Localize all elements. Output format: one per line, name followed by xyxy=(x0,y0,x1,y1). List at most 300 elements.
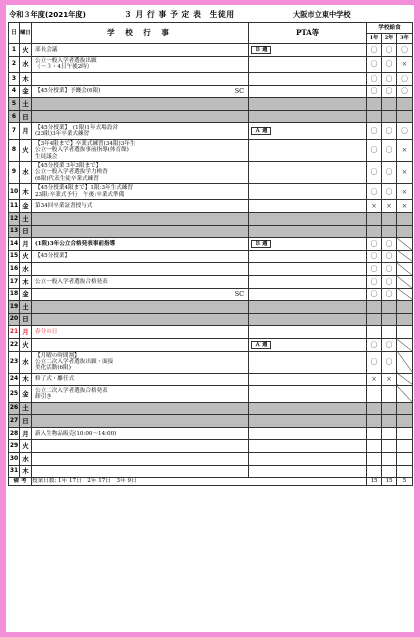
weekday: 金 xyxy=(20,200,32,213)
pta-cell xyxy=(249,386,367,403)
event-text: 【月曜の時間割】 xyxy=(35,352,80,359)
event-text: 公立一般入学者選抜事前指導(体育館) xyxy=(35,147,129,154)
lunch-mark-grade-3: × xyxy=(397,139,413,161)
pta-cell xyxy=(249,56,367,73)
lunch-mark-grade-2: 〇 xyxy=(382,351,397,373)
day-number: 5 xyxy=(9,98,20,111)
event-text: （～３・4日午後2時） xyxy=(35,64,93,71)
lunch-mark-grade-2: 〇 xyxy=(382,139,397,161)
table-row xyxy=(9,73,413,86)
weekday: 木 xyxy=(20,276,32,289)
table-row xyxy=(9,263,413,276)
lunch-mark-grade-2: 〇 xyxy=(382,288,397,301)
table-row xyxy=(9,44,413,57)
no-lunch-slash xyxy=(397,386,413,403)
table-row xyxy=(9,301,413,314)
event-cell xyxy=(32,73,249,86)
event-cell xyxy=(32,123,249,140)
lunch-mark-grade-2: 〇 xyxy=(382,123,397,140)
lunch-mark-grade-3 xyxy=(397,402,413,415)
table-row xyxy=(9,225,413,238)
pta-cell xyxy=(249,263,367,276)
weekday: 水 xyxy=(20,453,32,466)
table-row xyxy=(9,402,413,415)
event-cell xyxy=(32,263,249,276)
day-number: 19 xyxy=(9,301,20,314)
lunch-column-header: 学校給食 xyxy=(367,23,413,34)
lunch-mark-grade-1: 〇 xyxy=(367,44,382,57)
lunch-mark-grade-2 xyxy=(382,427,397,440)
pta-cell xyxy=(249,351,367,373)
pta-cell xyxy=(249,427,367,440)
lunch-mark-grade-2: 〇 xyxy=(382,183,397,200)
event-text: 公立一般入学者選抜合格発表 xyxy=(35,278,108,285)
table-row xyxy=(9,161,413,183)
pta-cell xyxy=(249,250,367,263)
event-cell xyxy=(32,288,249,301)
day-column-header: 日 xyxy=(9,23,20,44)
lunch-mark-grade-1: 〇 xyxy=(367,351,382,373)
weekday: 月 xyxy=(20,123,32,140)
event-cell xyxy=(32,453,249,466)
day-number: 3 xyxy=(9,73,20,86)
table-row xyxy=(9,213,413,226)
event-text: 公立二次入学者選抜合格発表 xyxy=(35,387,108,394)
day-number: 29 xyxy=(9,440,20,453)
no-lunch-slash xyxy=(397,276,413,289)
lunch-mark-grade-1: 〇 xyxy=(367,139,382,161)
event-cell xyxy=(32,56,249,73)
weekday: 日 xyxy=(20,313,32,326)
pta-cell xyxy=(249,139,367,161)
lunch-mark-grade-1 xyxy=(367,402,382,415)
table-row xyxy=(9,238,413,251)
event-cell xyxy=(32,200,249,213)
event-text: 【3年4限まで】卒業式練習(34限)3年生 xyxy=(35,141,136,148)
lunch-mark-grade-2: × xyxy=(382,373,397,386)
pta-cell xyxy=(249,200,367,213)
weekday: 木 xyxy=(20,73,32,86)
lunch-mark-grade-2 xyxy=(382,313,397,326)
no-lunch-slash xyxy=(397,263,413,276)
event-text: 23限:卒業式予行 午後:卒業式準備 xyxy=(35,191,125,198)
lunch-mark-grade-2 xyxy=(382,453,397,466)
day-number: 6 xyxy=(9,110,20,123)
day-number: 22 xyxy=(9,339,20,352)
table-row xyxy=(9,326,413,339)
schedule-page xyxy=(6,5,414,632)
weekday: 火 xyxy=(20,44,32,57)
weekday: 火 xyxy=(20,250,32,263)
lunch-mark-grade-1: 〇 xyxy=(367,339,382,352)
lunch-mark-grade-2: 〇 xyxy=(382,56,397,73)
pta-cell xyxy=(249,440,367,453)
event-text: 部長会議 xyxy=(35,46,58,53)
schedule-table xyxy=(8,22,413,486)
pta-cell xyxy=(249,98,367,111)
weekday: 土 xyxy=(20,98,32,111)
table-row xyxy=(9,373,413,386)
event-cell xyxy=(32,427,249,440)
no-lunch-slash xyxy=(397,373,413,386)
lunch-mark-grade-3 xyxy=(397,326,413,339)
pta-cell xyxy=(249,276,367,289)
lunch-mark-grade-1 xyxy=(367,98,382,111)
lunch-mark-grade-2: 〇 xyxy=(382,276,397,289)
table-row xyxy=(9,183,413,200)
lunch-mark-grade-2: 〇 xyxy=(382,85,397,98)
pta-cell xyxy=(249,288,367,301)
event-text: (6限)代表生徒卒業式練習 xyxy=(35,175,99,182)
lunch-mark-grade-3 xyxy=(397,453,413,466)
day-number: 31 xyxy=(9,465,20,478)
event-cell xyxy=(32,98,249,111)
pta-cell xyxy=(249,465,367,478)
no-lunch-slash xyxy=(397,351,413,373)
event-text: 公立一般入学者選抜学力検査 xyxy=(35,169,108,176)
pta-cell xyxy=(249,213,367,226)
events-column-header: 学 校 行 事 xyxy=(32,23,249,44)
day-number: 4 xyxy=(9,85,20,98)
pta-cell xyxy=(249,225,367,238)
table-row xyxy=(9,415,413,428)
lunch-mark-grade-3 xyxy=(397,465,413,478)
lunch-mark-grade-2 xyxy=(382,301,397,314)
lunch-mark-grade-2: 〇 xyxy=(382,73,397,86)
lunch-mark-grade-3: × xyxy=(397,161,413,183)
event-text: 【45分授業】予餞会(6限) xyxy=(35,88,101,95)
day-number: 25 xyxy=(9,386,20,403)
event-cell xyxy=(32,373,249,386)
day-number: 24 xyxy=(9,373,20,386)
event-text: (1限)3年公立合格発表事前指導 xyxy=(35,240,116,247)
table-row xyxy=(9,56,413,73)
lunch-mark-grade-2: 〇 xyxy=(382,44,397,57)
weekday: 月 xyxy=(20,326,32,339)
event-text: 修了式・離任式 xyxy=(35,376,75,383)
weekday: 土 xyxy=(20,402,32,415)
table-row xyxy=(9,85,413,98)
counselor-mark: SC xyxy=(234,290,244,299)
pta-cell xyxy=(249,161,367,183)
lunch-mark-grade-2: 〇 xyxy=(382,339,397,352)
event-text: (23限)3年卒業式練習 xyxy=(35,131,90,138)
event-text: 生徒議会 xyxy=(35,153,58,160)
lunch-mark-grade-2 xyxy=(382,402,397,415)
day-number: 18 xyxy=(9,288,20,301)
lunch-mark-grade-2 xyxy=(382,110,397,123)
lunch-mark-grade-2: 〇 xyxy=(382,161,397,183)
grade-2-header: 2年 xyxy=(382,34,397,44)
table-row xyxy=(9,98,413,111)
pta-cell xyxy=(249,73,367,86)
day-number: 12 xyxy=(9,213,20,226)
day-number: 21 xyxy=(9,326,20,339)
lunch-mark-grade-3: × xyxy=(397,183,413,200)
weekday: 木 xyxy=(20,183,32,200)
week-type-badge: Ｂ 週 xyxy=(251,240,271,249)
table-row xyxy=(9,465,413,478)
event-cell xyxy=(32,213,249,226)
event-text: 新入生物品販売(10:00～14:00) xyxy=(35,430,117,437)
day-number: 11 xyxy=(9,200,20,213)
pta-cell xyxy=(249,339,367,352)
lunch-mark-grade-2 xyxy=(382,415,397,428)
event-text: 【45分授業4限まで】1限:3年生式練習 xyxy=(35,185,133,192)
weekday: 土 xyxy=(20,301,32,314)
lunch-mark-grade-2: × xyxy=(382,200,397,213)
day-number: 16 xyxy=(9,263,20,276)
counselor-mark: SC xyxy=(234,87,244,96)
lunch-mark-grade-3 xyxy=(397,415,413,428)
lunch-mark-grade-1: × xyxy=(367,373,382,386)
lunch-mark-grade-3: 〇 xyxy=(397,85,413,98)
lunch-mark-grade-1 xyxy=(367,110,382,123)
weekday: 日 xyxy=(20,415,32,428)
event-cell xyxy=(32,386,249,403)
day-number: 15 xyxy=(9,250,20,263)
pta-cell xyxy=(249,402,367,415)
page-title: ３ 月 行 事 予 定 表 生徒用 xyxy=(124,10,235,19)
pta-cell xyxy=(249,373,367,386)
weekday: 火 xyxy=(20,139,32,161)
event-cell xyxy=(32,440,249,453)
pta-cell xyxy=(249,326,367,339)
pta-cell xyxy=(249,123,367,140)
day-number: 20 xyxy=(9,313,20,326)
pta-cell xyxy=(249,415,367,428)
lunch-mark-grade-3: × xyxy=(397,56,413,73)
lunch-mark-grade-1: 〇 xyxy=(367,123,382,140)
lunch-mark-grade-2 xyxy=(382,225,397,238)
lunch-mark-grade-3 xyxy=(397,213,413,226)
event-cell xyxy=(32,183,249,200)
grade-3-total: 5 xyxy=(397,478,413,485)
weekday: 月 xyxy=(20,427,32,440)
event-text: 公立二次入学者選抜出願・面接 xyxy=(35,358,114,365)
day-number: 14 xyxy=(9,238,20,251)
lunch-mark-grade-2 xyxy=(382,213,397,226)
lunch-mark-grade-1: 〇 xyxy=(367,183,382,200)
table-row xyxy=(9,313,413,326)
weekday: 水 xyxy=(20,161,32,183)
table-row xyxy=(9,250,413,263)
event-cell xyxy=(32,110,249,123)
day-number: 13 xyxy=(9,225,20,238)
table-row xyxy=(9,200,413,213)
pta-cell xyxy=(249,110,367,123)
lunch-mark-grade-3: 〇 xyxy=(397,44,413,57)
event-cell xyxy=(32,225,249,238)
lunch-mark-grade-2 xyxy=(382,98,397,111)
weekday: 金 xyxy=(20,386,32,403)
day-number: 10 xyxy=(9,183,20,200)
lunch-mark-grade-1 xyxy=(367,465,382,478)
table-row xyxy=(9,123,413,140)
table-row xyxy=(9,339,413,352)
day-number: 28 xyxy=(9,427,20,440)
lunch-mark-grade-2: 〇 xyxy=(382,263,397,276)
event-cell xyxy=(32,85,249,98)
lunch-mark-grade-2 xyxy=(382,386,397,403)
weekday: 月 xyxy=(20,238,32,251)
lunch-mark-grade-3 xyxy=(397,98,413,111)
event-cell xyxy=(32,326,249,339)
no-lunch-slash xyxy=(397,339,413,352)
lunch-mark-grade-2 xyxy=(382,326,397,339)
weekday: 金 xyxy=(20,288,32,301)
event-text: 第34回卒業証書授与式 xyxy=(35,203,93,210)
lunch-mark-grade-3 xyxy=(397,110,413,123)
lunch-mark-grade-1 xyxy=(367,427,382,440)
pta-cell xyxy=(249,301,367,314)
pta-column-header: PTA等 xyxy=(249,23,367,44)
weekday: 火 xyxy=(20,339,32,352)
event-cell xyxy=(32,339,249,352)
event-text: 【45分授業】 (1限)1年式場設営 xyxy=(35,124,118,131)
week-type-badge: Ｂ 週 xyxy=(251,46,271,55)
lunch-mark-grade-2: 〇 xyxy=(382,250,397,263)
lunch-mark-grade-1: 〇 xyxy=(367,276,382,289)
grade-1-total: 15 xyxy=(367,478,382,485)
day-number: 7 xyxy=(9,123,20,140)
event-cell xyxy=(32,351,249,373)
lunch-mark-grade-1 xyxy=(367,301,382,314)
lunch-mark-grade-1: × xyxy=(367,200,382,213)
weekday: 木 xyxy=(20,465,32,478)
lunch-mark-grade-1: 〇 xyxy=(367,238,382,251)
class-days-summary: 授業日数: 1年 17日 2年 17日 3年 9日 xyxy=(32,478,367,485)
lunch-mark-grade-3: × xyxy=(397,200,413,213)
lunch-mark-grade-1 xyxy=(367,386,382,403)
table-row xyxy=(9,453,413,466)
lunch-mark-grade-1: 〇 xyxy=(367,161,382,183)
schedule-body xyxy=(9,44,413,478)
lunch-mark-grade-1 xyxy=(367,440,382,453)
weekday-column-header: 曜日 xyxy=(20,23,32,44)
event-cell xyxy=(32,161,249,183)
event-cell xyxy=(32,238,249,251)
lunch-mark-grade-1 xyxy=(367,313,382,326)
lunch-mark-grade-1 xyxy=(367,213,382,226)
lunch-mark-grade-1 xyxy=(367,225,382,238)
lunch-mark-grade-3 xyxy=(397,313,413,326)
weekday: 土 xyxy=(20,213,32,226)
notes-row xyxy=(9,478,413,485)
lunch-mark-grade-2 xyxy=(382,440,397,453)
weekday: 火 xyxy=(20,440,32,453)
table-row xyxy=(9,386,413,403)
pta-cell xyxy=(249,183,367,200)
lunch-mark-grade-3: 〇 xyxy=(397,73,413,86)
day-number: 23 xyxy=(9,351,20,373)
day-number: 27 xyxy=(9,415,20,428)
weekday: 水 xyxy=(20,56,32,73)
lunch-mark-grade-2: 〇 xyxy=(382,238,397,251)
event-cell xyxy=(32,276,249,289)
lunch-mark-grade-1: 〇 xyxy=(367,263,382,276)
table-row xyxy=(9,288,413,301)
lunch-mark-grade-3: 〇 xyxy=(397,123,413,140)
day-number: 17 xyxy=(9,276,20,289)
event-text: 卸引き xyxy=(35,393,52,400)
pta-cell xyxy=(249,453,367,466)
weekday: 日 xyxy=(20,110,32,123)
lunch-mark-grade-3 xyxy=(397,301,413,314)
lunch-mark-grade-1: 〇 xyxy=(367,56,382,73)
grade-3-header: 3年 xyxy=(397,34,413,44)
grade-2-total: 15 xyxy=(382,478,397,485)
day-number: 1 xyxy=(9,44,20,57)
table-row xyxy=(9,427,413,440)
notes-label: 備 考 xyxy=(9,478,32,485)
pta-cell xyxy=(249,85,367,98)
event-text: 美化活動(6限) xyxy=(35,365,71,372)
event-cell xyxy=(32,465,249,478)
grade-1-header: 1年 xyxy=(367,34,382,44)
lunch-mark-grade-3 xyxy=(397,225,413,238)
no-lunch-slash xyxy=(397,250,413,263)
day-number: 26 xyxy=(9,402,20,415)
lunch-mark-grade-3 xyxy=(397,427,413,440)
school-name: 大阪市立東中学校 xyxy=(293,10,351,19)
day-number: 9 xyxy=(9,161,20,183)
lunch-mark-grade-1: 〇 xyxy=(367,250,382,263)
header-row xyxy=(9,23,413,34)
pta-cell xyxy=(249,313,367,326)
event-cell xyxy=(32,301,249,314)
table-row xyxy=(9,139,413,161)
pta-cell xyxy=(249,44,367,57)
lunch-mark-grade-1 xyxy=(367,326,382,339)
lunch-mark-grade-1: 〇 xyxy=(367,85,382,98)
no-lunch-slash xyxy=(397,288,413,301)
week-type-badge: Ａ 週 xyxy=(251,127,271,136)
lunch-mark-grade-3 xyxy=(397,440,413,453)
lunch-mark-grade-1: 〇 xyxy=(367,73,382,86)
lunch-mark-grade-1 xyxy=(367,453,382,466)
lunch-mark-grade-2 xyxy=(382,465,397,478)
table-row xyxy=(9,276,413,289)
event-cell xyxy=(32,250,249,263)
weekday: 金 xyxy=(20,85,32,98)
event-text: 【45分授業】 xyxy=(35,253,71,260)
event-cell xyxy=(32,313,249,326)
event-cell xyxy=(32,415,249,428)
weekday: 水 xyxy=(20,263,32,276)
event-cell xyxy=(32,402,249,415)
event-cell xyxy=(32,44,249,57)
lunch-mark-grade-1: 〇 xyxy=(367,288,382,301)
fiscal-year-label: 令和３年度(2021年度) xyxy=(9,10,86,19)
day-number: 2 xyxy=(9,56,20,73)
table-row xyxy=(9,110,413,123)
page-header xyxy=(6,5,414,22)
event-cell xyxy=(32,139,249,161)
weekday: 木 xyxy=(20,373,32,386)
lunch-mark-grade-1 xyxy=(367,415,382,428)
table-row xyxy=(9,351,413,373)
pta-cell xyxy=(249,238,367,251)
day-number: 8 xyxy=(9,139,20,161)
event-text: 【45分授業 3年3限まで】 xyxy=(35,163,102,170)
table-row xyxy=(9,440,413,453)
event-text: 春分の日 xyxy=(35,329,58,336)
day-number: 30 xyxy=(9,453,20,466)
event-text: 公立一般入学者選抜出願 xyxy=(35,58,97,65)
week-type-badge: Ａ 週 xyxy=(251,341,271,350)
weekday: 日 xyxy=(20,225,32,238)
